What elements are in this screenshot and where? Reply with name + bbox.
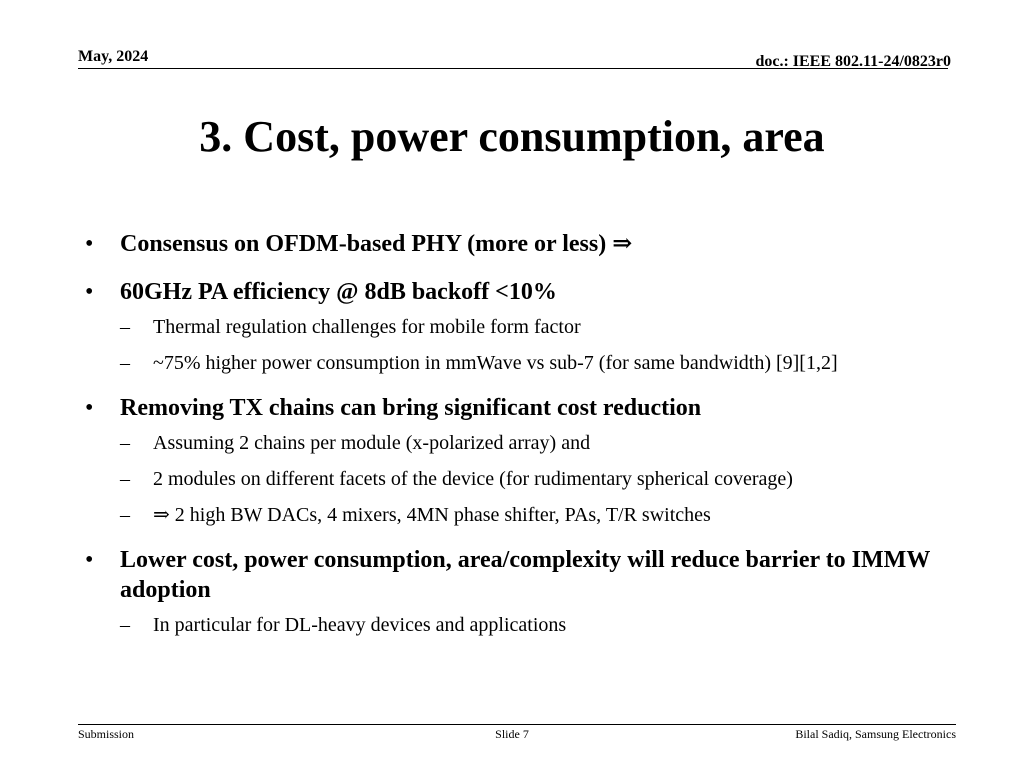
bullet-dot: • (85, 279, 94, 305)
header-divider (78, 68, 948, 69)
sub-bullet-item (78, 503, 958, 527)
bullet-text: Consensus on OFDM-based PHY (more or less) ⇒ (120, 231, 633, 257)
sub-bullet-dash: – (120, 614, 130, 636)
sub-bullet-item (78, 613, 958, 637)
footer-slide-number: Slide 7 (495, 727, 529, 741)
bullet-text: Lower cost, power consumption, area/complexity will reduce barrier to IMMW adoption (120, 547, 930, 603)
slide-title: 3. Cost, power consumption, area (199, 112, 825, 161)
sub-bullet-text: In particular for DL-heavy devices and applications (153, 614, 567, 636)
sub-bullet-text: ~75% higher power consumption in mmWave vs sub-7 (for same bandwidth) [9][1,2] (153, 352, 838, 374)
bullet-dot: • (85, 547, 94, 573)
sub-bullet-text: Assuming 2 chains per module (x-polarized array) and (153, 432, 591, 454)
bullet-item (78, 277, 958, 307)
bullet-dot: • (85, 395, 94, 421)
bullet-text: Removing TX chains can bring significant cost reduction (120, 395, 702, 421)
sub-bullet-item (78, 467, 958, 491)
sub-bullet-item (78, 351, 958, 375)
bullet-item (78, 229, 958, 259)
sub-bullet-dash: – (120, 352, 130, 374)
sub-bullet-dash: – (120, 468, 130, 490)
sub-bullet-item (78, 315, 958, 339)
sub-bullet-item (78, 431, 958, 455)
sub-bullet-dash: – (120, 504, 130, 526)
sub-bullet-dash: – (120, 316, 130, 338)
bullet-item (78, 393, 958, 423)
bullet-item (78, 545, 958, 605)
header-date: May, 2024 (78, 48, 149, 65)
bullet-dot: • (85, 231, 94, 257)
footer-author: Bilal Sadiq, Samsung Electronics (795, 727, 956, 741)
bullet-text: 60GHz PA efficiency @ 8dB backoff <10% (120, 279, 557, 305)
bullet-list (78, 225, 958, 637)
footer-submission: Submission (78, 727, 135, 741)
sub-bullet-dash: – (120, 432, 130, 454)
sub-bullet-text: Thermal regulation challenges for mobile form factor (153, 316, 581, 338)
header-doc-id: doc.: IEEE 802.11-24/0823r0 (755, 53, 951, 70)
footer-divider (78, 724, 956, 725)
sub-bullet-text: 2 modules on different facets of the device (for rudimentary spherical coverage) (153, 468, 793, 490)
sub-bullet-text: ⇒ 2 high BW DACs, 4 mixers, 4MN phase shifter, PAs, T/R switches (153, 504, 711, 526)
